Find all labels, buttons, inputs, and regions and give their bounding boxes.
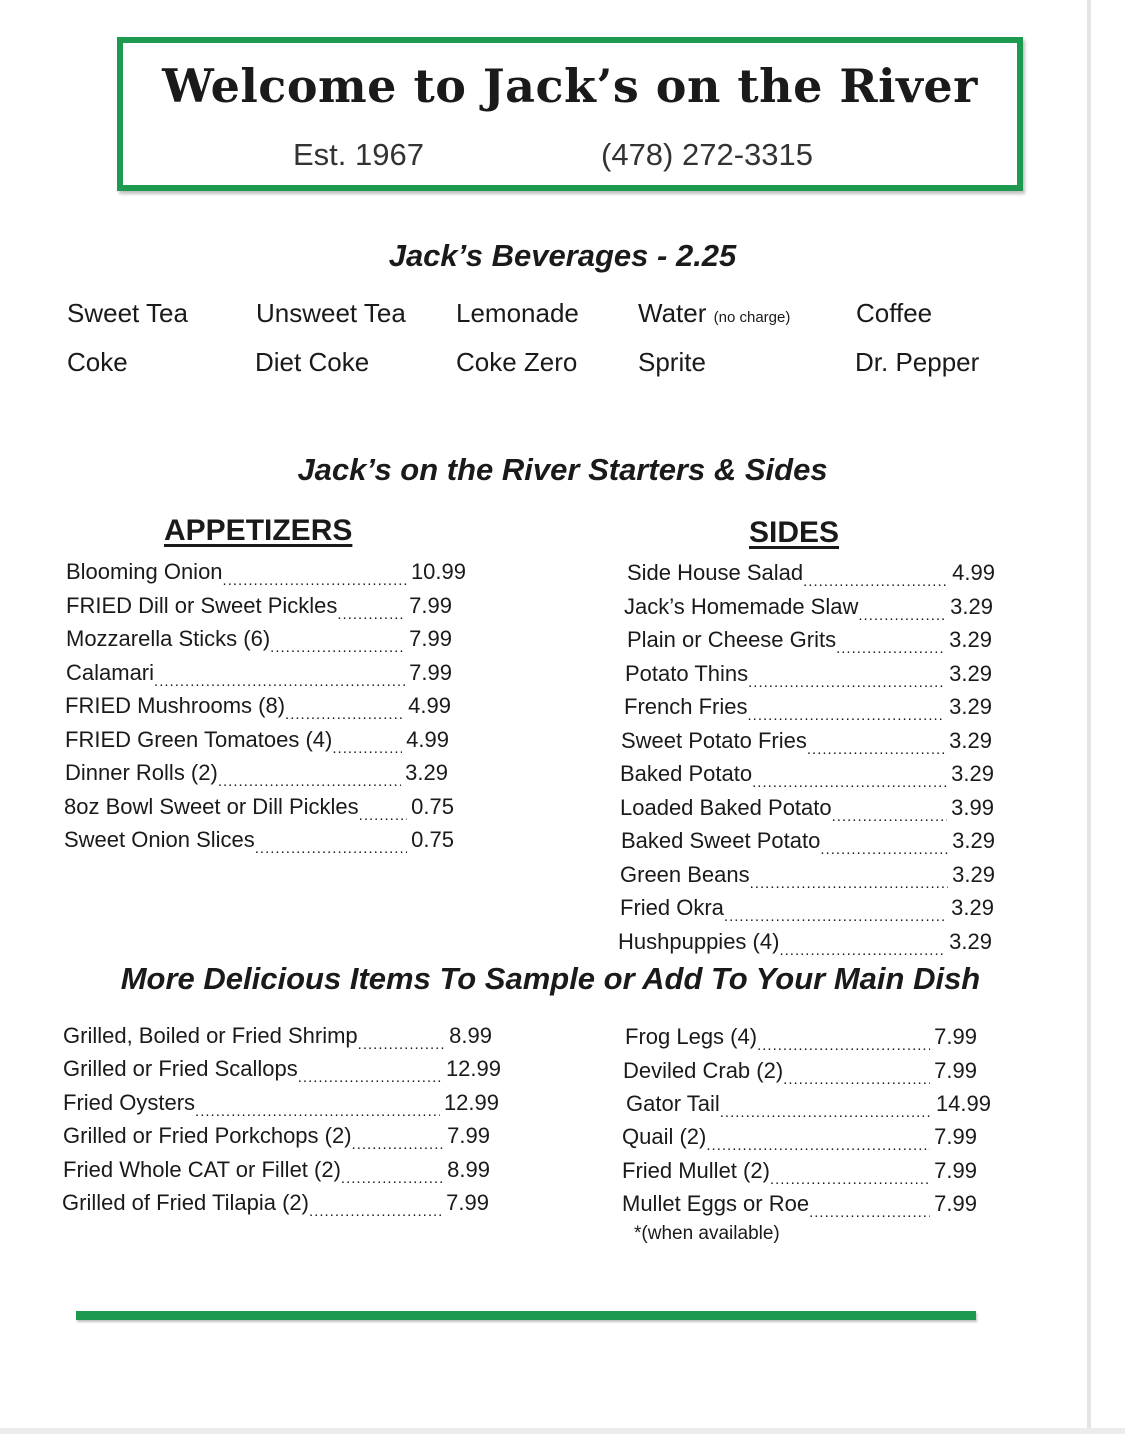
item-name: Frog Legs (4) — [625, 1024, 758, 1049]
item-name: Deviled Crab (2) — [623, 1058, 784, 1083]
established-year: Est. 1967 — [293, 137, 424, 172]
leader-dots — [255, 833, 407, 859]
item-price: 12.99 — [443, 1090, 499, 1115]
more-item — [625, 1024, 977, 1054]
item-price: 3.29 — [949, 694, 992, 719]
item-name: Grilled, Boiled or Fried Shrimp — [63, 1023, 358, 1048]
item-price: 0.75 — [411, 827, 454, 852]
item-price: 8.99 — [449, 1023, 492, 1048]
beverage-item — [67, 347, 128, 378]
bottom-green-rule — [76, 1311, 976, 1320]
leader-dots — [285, 699, 404, 725]
beverage-name: Unsweet Tea — [256, 298, 406, 328]
side-item — [618, 929, 992, 959]
leader-dots — [779, 935, 945, 961]
leader-dots — [223, 565, 407, 591]
item-name: Baked Potato — [620, 761, 753, 786]
more-item — [623, 1058, 977, 1088]
beverage-name: Lemonade — [456, 298, 579, 328]
item-price: 8.99 — [447, 1157, 490, 1182]
leader-dots — [359, 800, 408, 826]
item-name: Fried Oysters — [63, 1090, 196, 1115]
more-item — [63, 1123, 490, 1153]
item-price: 4.99 — [408, 693, 451, 718]
item-name: FRIED Green Tomatoes (4) — [65, 727, 333, 752]
more-items-title: More Delicious Items To Sample or Add To Your Main Dish — [120, 961, 981, 996]
item-price: 4.99 — [952, 560, 995, 585]
beverage-item — [855, 347, 979, 378]
leader-dots — [750, 868, 949, 894]
item-price: 7.99 — [409, 626, 452, 651]
appetizer-item — [64, 827, 454, 857]
leader-dots — [337, 599, 405, 625]
leader-dots — [747, 700, 945, 726]
leader-dots — [332, 733, 402, 759]
item-price: 7.99 — [934, 1124, 977, 1149]
appetizer-item — [64, 794, 454, 824]
leader-dots — [270, 632, 405, 658]
item-name: Potato Thins — [625, 661, 749, 686]
item-name: Side House Salad — [627, 560, 804, 585]
starters-title: Jack’s on the River Starters & Sides — [297, 452, 828, 487]
leader-dots — [298, 1062, 442, 1088]
leader-dots — [309, 1196, 442, 1222]
leader-dots — [195, 1096, 440, 1122]
beverage-item — [638, 347, 706, 378]
appetizer-item — [66, 559, 466, 589]
item-price: 12.99 — [445, 1056, 501, 1081]
item-name: FRIED Mushrooms (8) — [65, 693, 286, 718]
leader-dots — [757, 1030, 930, 1056]
item-name: 8oz Bowl Sweet or Dill Pickles — [64, 794, 359, 819]
item-price: 3.29 — [405, 760, 448, 785]
item-price: 3.29 — [949, 661, 992, 686]
beverage-item — [67, 298, 188, 329]
leader-dots — [858, 600, 946, 626]
leader-dots — [832, 801, 948, 827]
leader-dots — [724, 901, 947, 927]
item-name: Grilled of Fried Tilapia (2) — [62, 1190, 309, 1215]
more-item — [622, 1191, 977, 1221]
item-price: 3.29 — [949, 929, 992, 954]
item-price: 7.99 — [409, 660, 452, 685]
item-price: 7.99 — [934, 1158, 977, 1183]
appetizer-item — [66, 660, 452, 690]
beverage-name: Water — [638, 298, 707, 328]
item-name: FRIED Dill or Sweet Pickles — [66, 593, 338, 618]
side-item — [620, 895, 994, 925]
side-item — [620, 761, 994, 791]
item-price: 7.99 — [447, 1123, 490, 1148]
item-name: Grilled or Fried Porkchops (2) — [63, 1123, 352, 1148]
phone-number: (478) 272-3315 — [601, 137, 813, 172]
appetizer-item — [65, 693, 451, 723]
leader-dots — [820, 834, 948, 860]
sides-heading: SIDES — [749, 516, 840, 549]
leader-dots — [352, 1129, 444, 1155]
leader-dots — [748, 667, 945, 693]
side-item — [624, 594, 993, 624]
beverage-item — [638, 298, 790, 329]
item-price: 7.99 — [934, 1058, 977, 1083]
beverage-name: Coke Zero — [456, 347, 578, 377]
beverage-item — [255, 347, 369, 378]
more-item — [622, 1124, 977, 1154]
appetizer-item — [66, 593, 452, 623]
more-item — [63, 1090, 499, 1120]
beverage-note: (no charge) — [713, 309, 791, 326]
leader-dots — [770, 1164, 930, 1190]
restaurant-title: Welcome to Jack’s on the River — [162, 59, 978, 113]
item-price: 0.75 — [411, 794, 454, 819]
item-name: Baked Sweet Potato — [621, 828, 821, 853]
item-price: 3.29 — [950, 594, 993, 619]
appetizer-item — [65, 727, 449, 757]
beverage-name: Sprite — [638, 347, 706, 377]
item-name: Mullet Eggs or Roe — [622, 1191, 810, 1216]
item-price: 3.29 — [949, 627, 992, 652]
page-bottom-edge — [0, 1428, 1125, 1434]
side-item — [627, 627, 992, 657]
item-name: Plain or Cheese Grits — [627, 627, 837, 652]
leader-dots — [752, 767, 947, 793]
item-price: 3.29 — [949, 728, 992, 753]
beverage-name: Diet Coke — [255, 347, 370, 377]
item-name: Fried Whole CAT or Fillet (2) — [63, 1157, 341, 1182]
item-name: Grilled or Fried Scallops — [63, 1056, 298, 1081]
item-name: Calamari — [66, 660, 155, 685]
page-edge-shadow — [1087, 0, 1091, 1434]
more-item — [63, 1056, 501, 1086]
header-box — [117, 37, 1023, 191]
item-price: 3.29 — [952, 828, 995, 853]
item-name: Jack’s Homemade Slaw — [624, 594, 859, 619]
leader-dots — [803, 566, 948, 592]
leader-dots — [218, 766, 401, 792]
more-item — [626, 1091, 991, 1121]
beverage-item — [456, 347, 577, 378]
more-item — [622, 1158, 977, 1188]
item-name: Blooming Onion — [66, 559, 223, 584]
side-item — [625, 661, 992, 691]
beverage-name: Coke — [67, 347, 128, 377]
item-name: Sweet Onion Slices — [64, 827, 255, 852]
side-item — [620, 862, 995, 892]
more-item — [63, 1023, 492, 1053]
item-name: Quail (2) — [622, 1124, 707, 1149]
item-price: 4.99 — [406, 727, 449, 752]
appetizers-heading: APPETIZERS — [164, 514, 353, 547]
availability-footnote: *(when available) — [634, 1223, 780, 1244]
beverage-name: Sweet Tea — [67, 298, 188, 328]
appetizer-item — [66, 626, 452, 656]
item-name: Dinner Rolls (2) — [65, 760, 218, 785]
item-name: Gator Tail — [626, 1091, 720, 1116]
beverage-item — [856, 298, 932, 329]
item-price: 3.99 — [951, 795, 994, 820]
side-item — [620, 795, 994, 825]
more-item — [62, 1190, 489, 1220]
leader-dots — [154, 666, 405, 692]
item-price: 14.99 — [935, 1091, 991, 1116]
side-item — [624, 694, 992, 724]
item-price: 3.29 — [951, 895, 994, 920]
side-item — [621, 828, 995, 858]
side-item — [627, 560, 995, 590]
more-item — [63, 1157, 490, 1187]
beverage-item — [256, 298, 406, 329]
item-name: French Fries — [624, 694, 748, 719]
item-name: Loaded Baked Potato — [620, 795, 832, 820]
item-price: 3.29 — [951, 761, 994, 786]
appetizer-item — [65, 760, 448, 790]
item-name: Mozzarella Sticks (6) — [66, 626, 271, 651]
leader-dots — [706, 1130, 930, 1156]
beverage-name: Dr. Pepper — [855, 347, 980, 377]
leader-dots — [720, 1097, 932, 1123]
item-price: 7.99 — [409, 593, 452, 618]
leader-dots — [341, 1163, 443, 1189]
item-price: 7.99 — [446, 1190, 489, 1215]
leader-dots — [809, 1197, 930, 1223]
item-price: 10.99 — [410, 559, 466, 584]
beverages-title: Jack’s Beverages - 2.25 — [388, 238, 737, 273]
item-name: Fried Okra — [620, 895, 724, 920]
item-name: Green Beans — [620, 862, 750, 887]
item-name: Fried Mullet (2) — [622, 1158, 770, 1183]
item-price: 3.29 — [952, 862, 995, 887]
leader-dots — [783, 1064, 930, 1090]
beverage-name: Coffee — [856, 298, 933, 328]
item-name: Sweet Potato Fries — [621, 728, 807, 753]
item-price: 7.99 — [934, 1191, 977, 1216]
item-price: 7.99 — [934, 1024, 977, 1049]
beverage-item — [456, 298, 579, 329]
leader-dots — [358, 1029, 446, 1055]
leader-dots — [807, 734, 945, 760]
item-name: Hushpuppies (4) — [618, 929, 780, 954]
side-item — [621, 728, 992, 758]
leader-dots — [836, 633, 945, 659]
